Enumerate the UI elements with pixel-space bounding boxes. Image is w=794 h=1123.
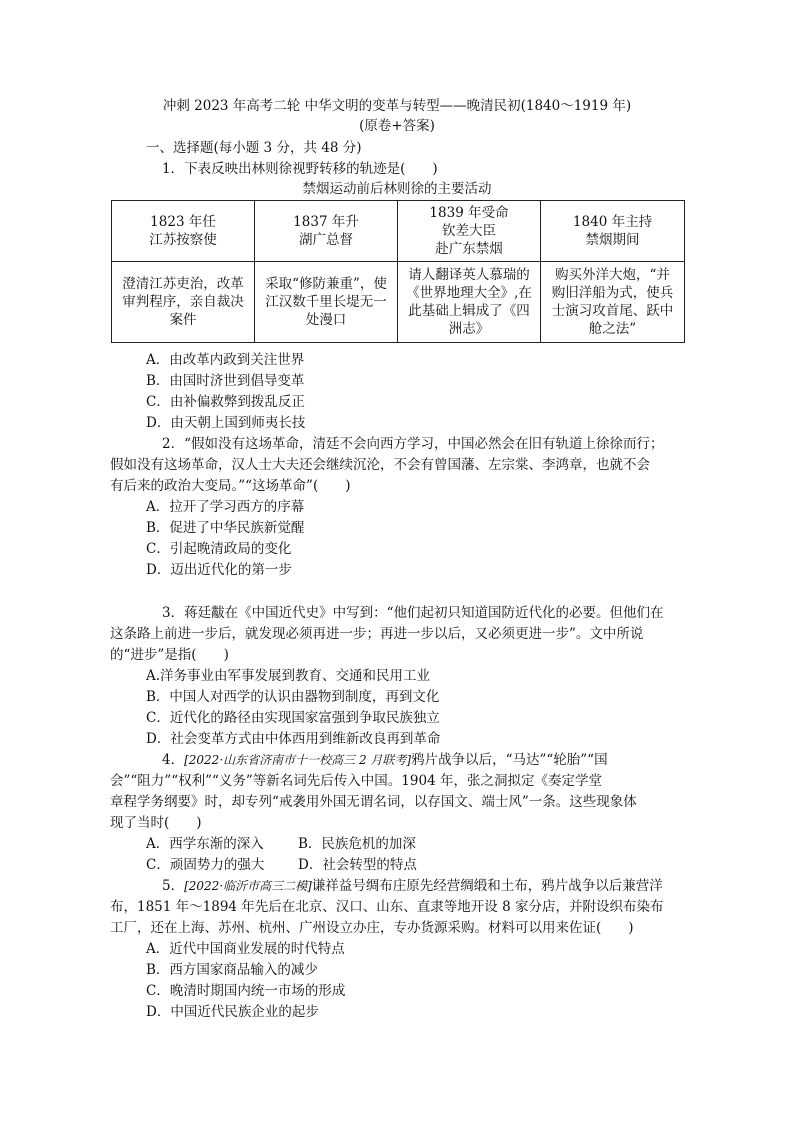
cell-text: 案件 bbox=[169, 312, 197, 328]
cell-text: 《世界地理大全》,在 bbox=[406, 285, 532, 301]
cell-text: 采取“修防兼重”，使 bbox=[265, 276, 387, 292]
table-row bbox=[112, 262, 685, 343]
cell-text: 江汉数千里长堤无一 bbox=[265, 294, 387, 310]
section-heading: 一、选择题(每小题 3 分，共 48 分) bbox=[146, 140, 362, 156]
question-2-line: 2．“假如没有这场革命，清廷不会向西方学习，中国必然会在旧有轨道上徐徐而行； bbox=[162, 436, 664, 452]
document-subtitle: (原卷+答案) bbox=[359, 118, 435, 134]
q2-option-b: B．促进了中华民族新觉醒 bbox=[146, 520, 305, 536]
table-header-cell bbox=[112, 201, 255, 262]
table-header-cell bbox=[541, 201, 685, 262]
question-4-line: 现了当时( ) bbox=[110, 815, 202, 831]
cell-text: 此基础上辑成了《四 bbox=[408, 303, 530, 319]
cell-text: 购旧洋船为式，使兵 bbox=[551, 285, 674, 301]
cell-text: 洲志》 bbox=[448, 321, 490, 337]
cell-text: 处漫口 bbox=[305, 312, 347, 328]
table-header-cell bbox=[255, 201, 398, 262]
table-caption: 禁烟运动前后林则徐的主要活动 bbox=[302, 181, 492, 197]
cell-text: 禁烟期间 bbox=[585, 232, 640, 248]
table-header-cell bbox=[398, 201, 541, 262]
q5-option-d: D．中国近代民族企业的起步 bbox=[146, 1004, 319, 1020]
table-cell bbox=[255, 262, 398, 343]
document-title: 冲刺 2023 年高考二轮 中华文明的变革与转型——晚清民初(1840～1919 年) bbox=[162, 98, 632, 114]
q4-option-c: C．顽固势力的强大 bbox=[146, 857, 265, 873]
question-4-text: 鸦片战争以后，“马达”“轮胎”“国 bbox=[411, 752, 608, 768]
question-5-source: [2022·临沂市高三二模] bbox=[184, 879, 312, 893]
q2-option-d: D．迈出近代化的第一步 bbox=[146, 562, 292, 578]
q5-option-b: B．西方国家商品输入的减少 bbox=[146, 962, 318, 978]
activities-table bbox=[111, 200, 685, 343]
q4-option-d: D．社会转型的特点 bbox=[298, 857, 417, 873]
cell-text: 请人翻译英人慕瑞的 bbox=[408, 267, 530, 283]
q1-option-b: B．由国时济世到倡导变革 bbox=[146, 373, 305, 389]
table-cell bbox=[112, 262, 255, 343]
q4-option-a: A．西学东渐的深入 bbox=[146, 836, 264, 852]
cell-text: 购买外洋大炮，“并 bbox=[555, 267, 670, 283]
cell-text: 1839 年受命 bbox=[429, 205, 509, 221]
q1-option-d: D．由天朝上国到师夷长技 bbox=[146, 415, 306, 431]
cell-text: 赴广东禁烟 bbox=[435, 241, 503, 257]
q2-option-a: A．拉开了学习西方的序幕 bbox=[146, 499, 305, 515]
question-4-first-line: 4．[2022·山东省济南市十一校高三 2 月联考]鸦片战争以后，“马达”“轮胎”“国 bbox=[162, 752, 608, 768]
q3-option-a: A.洋务事业由军事发展到教育、交通和民用工业 bbox=[146, 668, 431, 684]
q3-option-d: D．社会变革方式由中体西用到维新改良再到革命 bbox=[146, 731, 441, 747]
question-5-text: 谦祥益号绸布庄原先经营绸缎和土布，鸦片战争以后兼营洋 bbox=[311, 878, 663, 894]
cell-text: 1837 年升 bbox=[293, 214, 359, 230]
table-header-row bbox=[112, 201, 685, 262]
cell-text: 江苏按察使 bbox=[149, 232, 217, 248]
question-5-line: 布，1851 年～1894 年先后在北京、汉口、山东、直隶等地开设 8 家分店，并附设织布染布 bbox=[110, 899, 664, 915]
question-3-line: 这条路上前进一步后，就发现必须再进一步；再进一步以后，又必须更进一步”。文中所说 bbox=[110, 626, 644, 642]
cell-text: 审判程序，亲自裁决 bbox=[122, 294, 244, 310]
question-2-line: 假如没有这场革命，汉人士大夫还会继续沉沦，不会有曾国藩、左宗棠、李鸿章，也就不会 bbox=[110, 457, 650, 473]
table-cell bbox=[398, 262, 541, 343]
q1-option-c: C．由补偏救弊到拨乱反正 bbox=[146, 394, 305, 410]
question-5-first-line: 5．[2022·临沂市高三二模]谦祥益号绸布庄原先经营绸缎和土布，鸦片战争以后兼营洋 bbox=[162, 878, 663, 894]
q3-option-b: B．中国人对西学的认识由器物到制度，再到文化 bbox=[146, 689, 440, 705]
question-4-source: [2022·山东省济南市十一校高三 2 月联考] bbox=[184, 753, 412, 767]
question-4-line: 会”“阻力”“权利”“义务”等新名词先后传入中国。1904 年，张之洞拟定《奏定学堂 bbox=[110, 773, 602, 789]
question-1-stem: 1．下表反映出林则徐视野转移的轨迹是( ) bbox=[162, 161, 438, 177]
question-3-line: 的“进步”是指( ) bbox=[110, 647, 229, 663]
cell-text: 澄清江苏吏治，改革 bbox=[122, 276, 244, 292]
question-3-line: 3．蒋廷黻在《中国近代史》中写到：“他们起初只知道国防近代化的必要。但他们在 bbox=[162, 605, 664, 621]
q3-option-c: C．近代化的路径由实现国家富强到争取民族独立 bbox=[146, 710, 440, 726]
q2-option-c: C．引起晚清政局的变化 bbox=[146, 541, 292, 557]
cell-text: 1840 年主持 bbox=[572, 214, 653, 230]
q5-option-c: C．晚清时期国内统一市场的形成 bbox=[146, 983, 346, 999]
q4-option-b: B．民族危机的加深 bbox=[298, 836, 416, 852]
question-4-line: 章程学务纲要》时，却专列“戒袭用外国无谓名词，以存国文、端士风”一条。这些现象体 bbox=[110, 794, 637, 810]
q5-option-a: A．近代中国商业发展的时代特点 bbox=[146, 941, 345, 957]
cell-text: 士演习攻首尾、跃中 bbox=[551, 303, 674, 319]
question-2-line: 有后来的政治大变局。”“这场革命”( ) bbox=[110, 478, 351, 494]
question-5-line: 工厂，还在上海、苏州、杭州、广州设立办庄，专办货源采购。材料可以用来佐证( ) bbox=[110, 920, 634, 936]
cell-text: 1823 年任 bbox=[150, 214, 216, 230]
table-cell bbox=[541, 262, 685, 343]
cell-text: 湖广总督 bbox=[299, 232, 353, 248]
q1-option-a: A．由改革内政到关注世界 bbox=[146, 352, 305, 368]
cell-text: 钦差大臣 bbox=[442, 223, 496, 239]
cell-text: 舱之法” bbox=[588, 321, 637, 337]
